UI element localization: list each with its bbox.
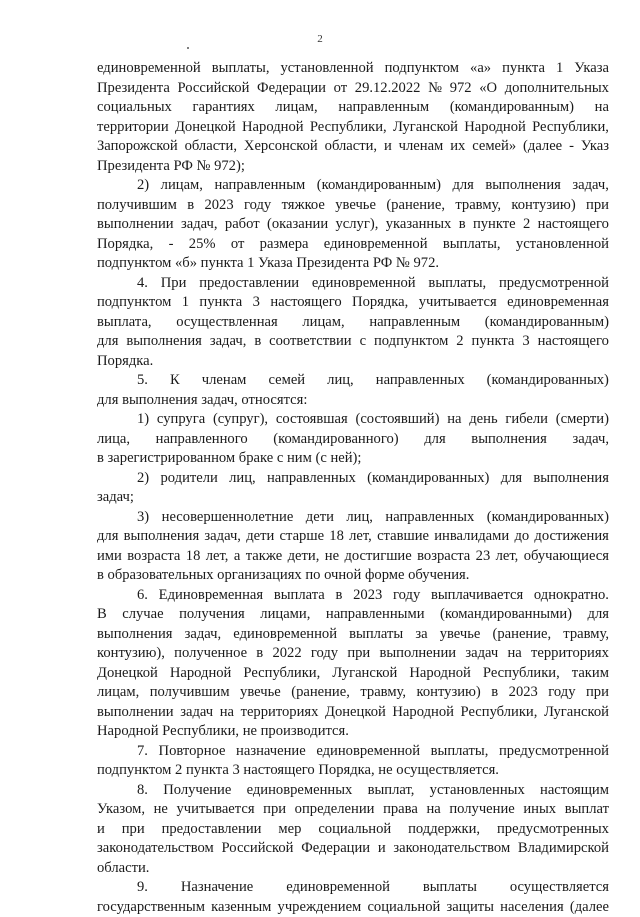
- text-line: выполнении задач, работ (оказании услуг), указанных в пункте 2 настоящего: [97, 215, 609, 235]
- text-line: получившим в 2023 году тяжкое увечье (ранение, травму, контузию) при: [97, 196, 609, 216]
- text-line: Порядка.: [97, 352, 609, 372]
- text-line: Президента РФ № 972);: [97, 157, 609, 177]
- text-line: для выполнения задач, относятся:: [97, 391, 609, 411]
- text-line: 7. Повторное назначение единовременной выплаты, предусмотренной: [97, 742, 609, 762]
- text-line: в зарегистрированном браке с ним (с ней);: [97, 449, 609, 469]
- text-line: и при предоставлении мер социальной поддержки, предусмотренных: [97, 820, 609, 840]
- text-line: для выполнения задач, в соответствии с подпунктом 2 пункта 3 настоящего: [97, 332, 609, 352]
- text-line: Президента Российской Федерации от 29.12.2022 № 972 «О дополнительных: [97, 79, 609, 99]
- text-line: территории Донецкой Народной Республики, Луганской Народной Республики,: [97, 118, 609, 138]
- text-line: в образовательных организациях по очной форме обучения.: [97, 566, 609, 586]
- text-line: подпунктом «б» пункта 1 Указа Президента РФ № 972.: [97, 254, 609, 274]
- text-line: В случае получения лицами, направленными (командированными) для: [97, 605, 609, 625]
- text-line: выплата, осуществленная лицам, направленным (командированным): [97, 313, 609, 333]
- text-line: подпунктом 1 пункта 3 настоящего Порядка, учитывается единовременная: [97, 293, 609, 313]
- text-line: для выполнения задач, дети старше 18 лет, ставшие инвалидами до достижения: [97, 527, 609, 547]
- page-number: 2: [0, 33, 640, 45]
- text-line: Порядка, - 25% от размера единовременной выплаты, установленной: [97, 235, 609, 255]
- text-line: задач;: [97, 488, 609, 508]
- text-line: области.: [97, 859, 609, 879]
- text-line: 1) супруга (супруг), состоявшая (состоявший) на день гибели (смерти): [97, 410, 609, 430]
- text-line: выполнении задач на территориях Донецкой Народной Республики, Луганской: [97, 703, 609, 723]
- text-line: законодательством Российской Федерации и законодательством Владимирской: [97, 839, 609, 859]
- text-line: Донецкой Народной Республики, Луганской Народной Республики, таким: [97, 664, 609, 684]
- text-line: единовременной выплаты, установленной подпунктом «а» пункта 1 Указа: [97, 59, 609, 79]
- text-line: лицам, получившим увечье (ранение, травму, контузию) в 2023 году при: [97, 683, 609, 703]
- text-line: ими возраста 18 лет, а также дети, не достигшие возраста 23 лет, обучающиеся: [97, 547, 609, 567]
- text-line: 2) лицам, направленным (командированным) для выполнения задач,: [97, 176, 609, 196]
- text-line: Народной Республики, не производится.: [97, 722, 609, 742]
- text-line: социальных гарантиях лицам, направленным (командированным) на: [97, 98, 609, 118]
- text-line: Указом, не учитывается при определении права на получение иных выплат: [97, 800, 609, 820]
- text-line: лица, направленного (командированного) для выполнения задач,: [97, 430, 609, 450]
- document-body: [97, 59, 609, 917]
- text-line: Запорожской области, Херсонской области, и членам их семей» (далее - Указ: [97, 137, 609, 157]
- text-line: 4. При предоставлении единовременной выплаты, предусмотренной: [97, 274, 609, 294]
- text-line: 3) несовершеннолетние дети лиц, направленных (командированных): [97, 508, 609, 528]
- text-line: 9. Назначение единовременной выплаты осуществляется: [97, 878, 609, 898]
- text-line: контузию), полученное в 2022 году при выполнении задач на территориях: [97, 644, 609, 664]
- text-line: 5. К членам семей лиц, направленных (командированных): [97, 371, 609, 391]
- text-line: государственным казенным учреждением социальной защиты населения (далее: [97, 898, 609, 917]
- text-line: 8. Получение единовременных выплат, установленных настоящим: [97, 781, 609, 801]
- scan-speck: [187, 47, 189, 49]
- text-line: подпунктом 2 пункта 3 настоящего Порядка, не осуществляется.: [97, 761, 609, 781]
- text-line: выполнения задач, единовременной выплаты за увечье (ранение, травму,: [97, 625, 609, 645]
- text-line: 6. Единовременная выплата в 2023 году выплачивается однократно.: [97, 586, 609, 606]
- text-line: 2) родители лиц, направленных (командированных) для выполнения: [97, 469, 609, 489]
